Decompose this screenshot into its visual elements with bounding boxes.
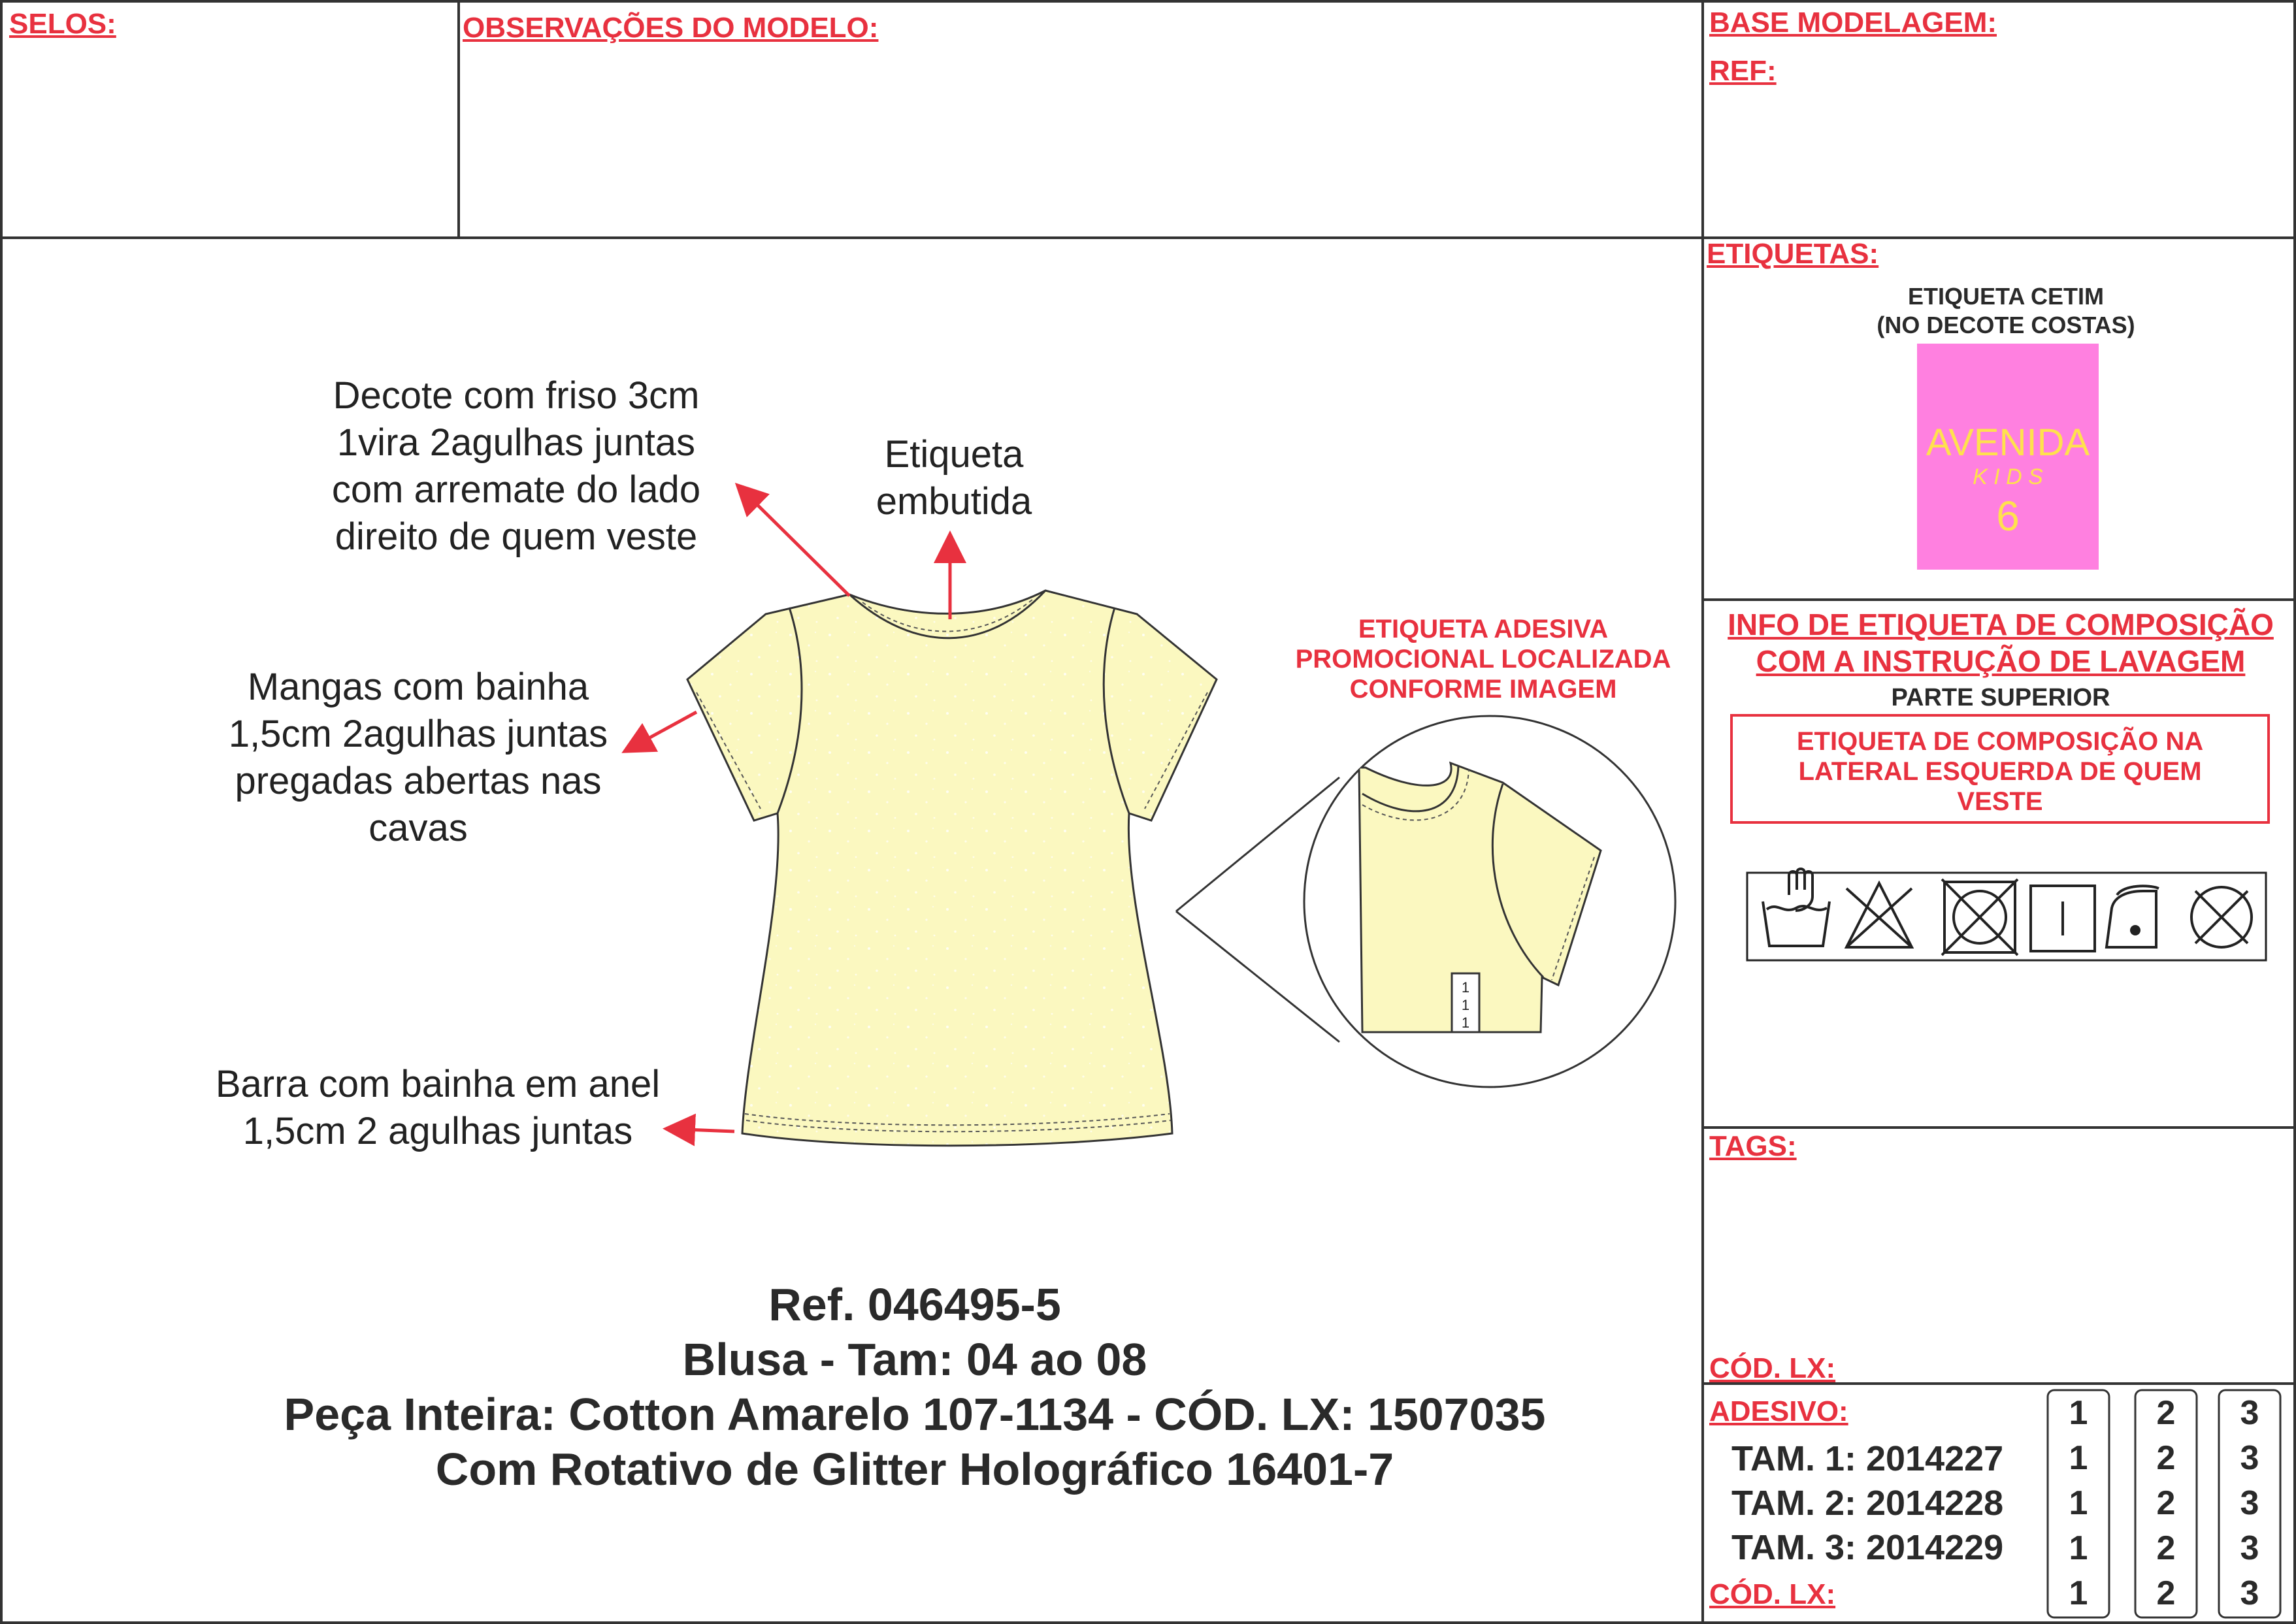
size-digit: 1 <box>2069 1484 2088 1522</box>
adesivo-col-3 <box>2217 1393 2282 1614</box>
tags-cod-lx-label: CÓD. LX: <box>1709 1352 1836 1384</box>
product-blusa: Blusa - Tam: 04 ao 08 <box>682 1334 1147 1385</box>
annotation-line: 1vira 2agulhas juntas <box>336 421 696 464</box>
no-bleach-icon <box>1846 883 1912 947</box>
size-digit: 2 <box>2156 1484 2176 1522</box>
detail-magnifier <box>1176 716 1675 1087</box>
annotation-barra <box>183 1061 693 1155</box>
annotation-line: pregadas abertas nas <box>235 760 602 802</box>
product-info <box>131 1277 1699 1497</box>
cetim-subtitle: (NO DECOTE COSTAS) <box>1877 312 2135 338</box>
adesivo-cod-lx-label: CÓD. LX: <box>1709 1578 1836 1610</box>
parte-superior: PARTE SUPERIOR <box>1891 684 2110 711</box>
brand-subname: K I D S <box>1973 464 2043 489</box>
tag-digit: 1 <box>1461 997 1470 1013</box>
composicao-title <box>1707 606 2295 679</box>
size-digit: 3 <box>2240 1394 2259 1432</box>
product-peca: Peça Inteira: Cotton Amarelo 107-1134 - CÓD. LX: 1507035 <box>284 1389 1546 1440</box>
annotation-line: embutida <box>876 480 1032 523</box>
brand-name: AVENIDA <box>1926 421 2090 464</box>
annotation-line: Mangas com bainha <box>247 666 589 708</box>
base-modelagem-label: BASE MODELAGEM: <box>1709 7 1997 39</box>
annotation-line: direito de quem veste <box>335 515 698 558</box>
tag-digit: 1 <box>1461 1015 1470 1031</box>
annotation-line: cavas <box>369 807 468 849</box>
tshirt-body <box>687 591 1217 1146</box>
composicao-title-line: INFO DE ETIQUETA DE COMPOSIÇÃO <box>1728 608 2274 641</box>
size-digit: 1 <box>2069 1574 2088 1612</box>
size-digit: 3 <box>2240 1574 2259 1612</box>
size-digit: 2 <box>2156 1574 2176 1612</box>
annotation-line: 1,5cm 2 agulhas juntas <box>242 1110 633 1152</box>
annotation-line: CONFORME IMAGEM <box>1349 675 1617 704</box>
annotation-line: Barra com bainha em anel <box>215 1063 661 1105</box>
composicao-box-line: ETIQUETA DE COMPOSIÇÃO NA <box>1796 727 2204 756</box>
annotation-line: PROMOCIONAL LOCALIZADA <box>1295 645 1671 674</box>
annotation-line: Decote com friso 3cm <box>333 374 700 417</box>
tag-digit: 1 <box>1461 979 1470 996</box>
tam-1: TAM. 1: 2014227 <box>1731 1439 2004 1478</box>
brand-size: 6 <box>1996 493 2020 540</box>
annotation-line: ETIQUETA ADESIVA <box>1358 615 1609 643</box>
ref-label: REF: <box>1709 55 1777 87</box>
annotation-etiqueta <box>817 431 1091 525</box>
selos-label: SELOS: <box>9 8 116 40</box>
size-digit: 3 <box>2240 1439 2259 1477</box>
annotation-line: Etiqueta <box>884 433 1024 476</box>
line-dry-icon <box>2031 886 2095 951</box>
detail-tag-digits <box>1452 979 1479 1031</box>
size-digit: 2 <box>2156 1439 2176 1477</box>
product-rotativo: Com Rotativo de Glitter Holográfico 16401-7 <box>435 1444 1394 1495</box>
annotation-line: com arremate do lado <box>331 468 701 511</box>
composicao-box-line: VESTE <box>1957 787 2043 816</box>
adesivo-col-2 <box>2133 1393 2199 1614</box>
composicao-box-text <box>1731 726 2269 817</box>
hand-wash-icon <box>1763 869 1829 946</box>
iron-low-icon <box>2107 886 2159 947</box>
adesivo-col-1 <box>2046 1393 2111 1614</box>
size-digit: 2 <box>2156 1529 2176 1567</box>
tshirt-drawing <box>687 591 1217 1146</box>
size-digit: 3 <box>2240 1484 2259 1522</box>
observacoes-label: OBSERVAÇÕES DO MODELO: <box>463 12 879 44</box>
cetim-label <box>1797 282 2215 340</box>
brand-label-swatch <box>1917 344 2099 570</box>
adesivo-label: ADESIVO: <box>1709 1395 1848 1427</box>
composicao-box-line: LATERAL ESQUERDA DE QUEM <box>1798 757 2202 786</box>
etiquetas-label: ETIQUETAS: <box>1707 238 1879 270</box>
size-digit: 1 <box>2069 1394 2088 1432</box>
annotation-mangas <box>183 664 653 852</box>
size-digit: 1 <box>2069 1439 2088 1477</box>
cetim-title: ETIQUETA CETIM <box>1908 283 2104 310</box>
tam-3: TAM. 3: 2014229 <box>1731 1528 2004 1567</box>
size-digit: 3 <box>2240 1529 2259 1567</box>
annotation-decote <box>274 372 758 560</box>
tam-2: TAM. 2: 2014228 <box>1731 1484 2004 1523</box>
size-digit: 2 <box>2156 1394 2176 1432</box>
no-tumble-dry-icon <box>1942 879 2018 955</box>
annotation-adesiva <box>1268 614 1699 704</box>
care-symbols <box>1747 869 2266 960</box>
tags-label: TAGS: <box>1709 1130 1797 1162</box>
no-dry-clean-icon <box>2191 887 2252 947</box>
annotation-line: 1,5cm 2agulhas juntas <box>228 713 608 755</box>
product-ref: Ref. 046495-5 <box>768 1279 1061 1330</box>
size-digit: 1 <box>2069 1529 2088 1567</box>
composicao-title-line: COM A INSTRUÇÃO DE LAVAGEM <box>1756 644 2246 678</box>
